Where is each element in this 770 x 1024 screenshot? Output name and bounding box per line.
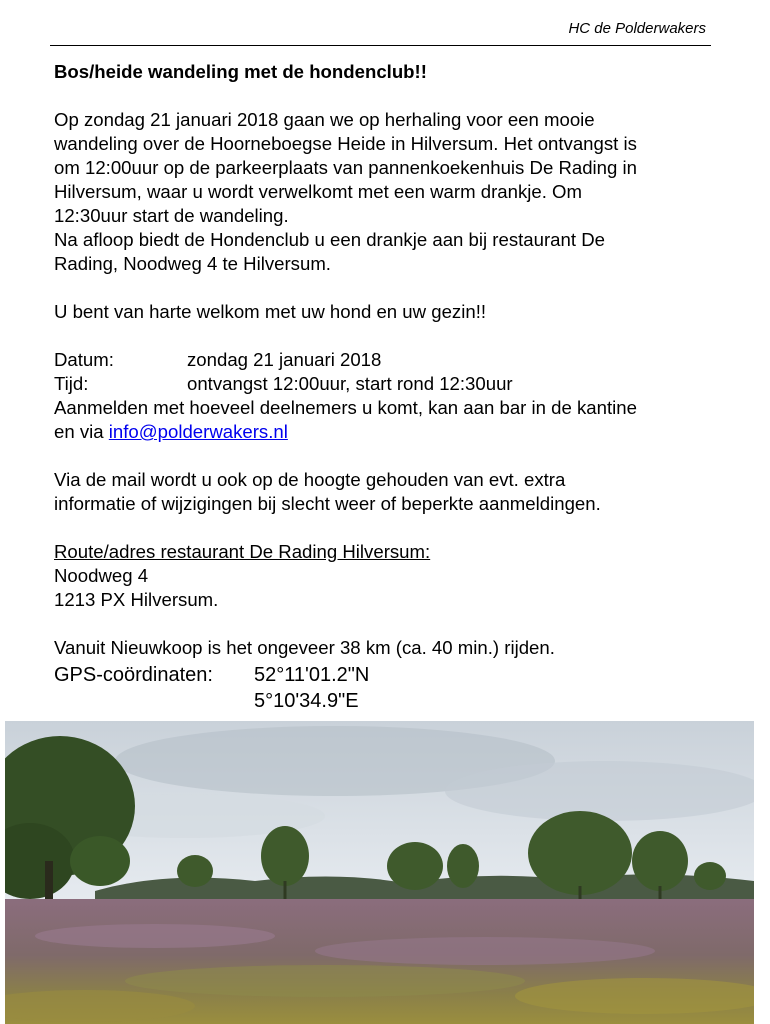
welcome-text: U bent van harte welkom met uw hond en uw gezin!! bbox=[54, 301, 487, 322]
header-org-name: HC de Polderwakers bbox=[568, 20, 706, 37]
intro-line: Hilversum, waar u wordt verwelkomt met een warm drankje. Om bbox=[54, 181, 583, 202]
time-label: Tijd: bbox=[54, 373, 89, 394]
intro-line: Na afloop biedt de Hondenclub u een drankje aan bij restaurant De bbox=[54, 229, 605, 250]
signup-text-line2 bbox=[54, 420, 734, 444]
mail-info-line: Via de mail wordt u ook op de hoogte gehouden van evt. extra bbox=[54, 469, 566, 490]
time-row bbox=[54, 372, 734, 396]
intro-line: Rading, Noodweg 4 te Hilversum. bbox=[54, 253, 331, 274]
gps-longitude: 5°10'34.9"E bbox=[254, 690, 359, 712]
intro-line: 12:30uur start de wandeling. bbox=[54, 205, 289, 226]
intro-line: wandeling over de Hoorneboegse Heide in Hilversum. Het ontvangst is bbox=[54, 133, 637, 154]
date-label: Datum: bbox=[54, 349, 114, 370]
time-value: ontvangst 12:00uur, start rond 12:30uur bbox=[187, 373, 513, 394]
mail-info-line: informatie of wijzigingen bij slecht weer of beperkte aanmeldingen. bbox=[54, 493, 601, 514]
route-city: 1213 PX Hilversum. bbox=[54, 589, 219, 610]
route-heading: Route/adres restaurant De Rading Hilversum: bbox=[54, 541, 431, 562]
gps-label: GPS-coördinaten: bbox=[54, 664, 213, 686]
intro-line: om 12:00uur op de parkeerplaats van pannenkoekenhuis De Rading in bbox=[54, 157, 638, 178]
signup-text: Aanmelden met hoeveel deelnemers u komt, kan aan bar in de kantine bbox=[54, 397, 637, 418]
heathland-photo bbox=[5, 721, 754, 1024]
date-row bbox=[54, 348, 734, 372]
intro-line: Op zondag 21 januari 2018 gaan we op herhaling voor een mooie bbox=[54, 109, 595, 130]
page-title: Bos/heide wandeling met de hondenclub!! bbox=[54, 61, 427, 82]
email-link[interactable]: info@polderwakers.nl bbox=[108, 421, 288, 442]
letter-body bbox=[54, 60, 734, 714]
intro-paragraph bbox=[54, 108, 734, 276]
route-street: Noodweg 4 bbox=[54, 565, 149, 586]
distance-text: Vanuit Nieuwkoop is het ongeveer 38 km (ca. 40 min.) rijden. bbox=[54, 637, 555, 658]
date-value: zondag 21 januari 2018 bbox=[187, 349, 382, 370]
signup-prefix: en via bbox=[54, 421, 109, 442]
gps-block bbox=[54, 662, 734, 714]
header-rule bbox=[50, 45, 711, 46]
gps-latitude: 52°11'01.2"N bbox=[254, 664, 370, 686]
